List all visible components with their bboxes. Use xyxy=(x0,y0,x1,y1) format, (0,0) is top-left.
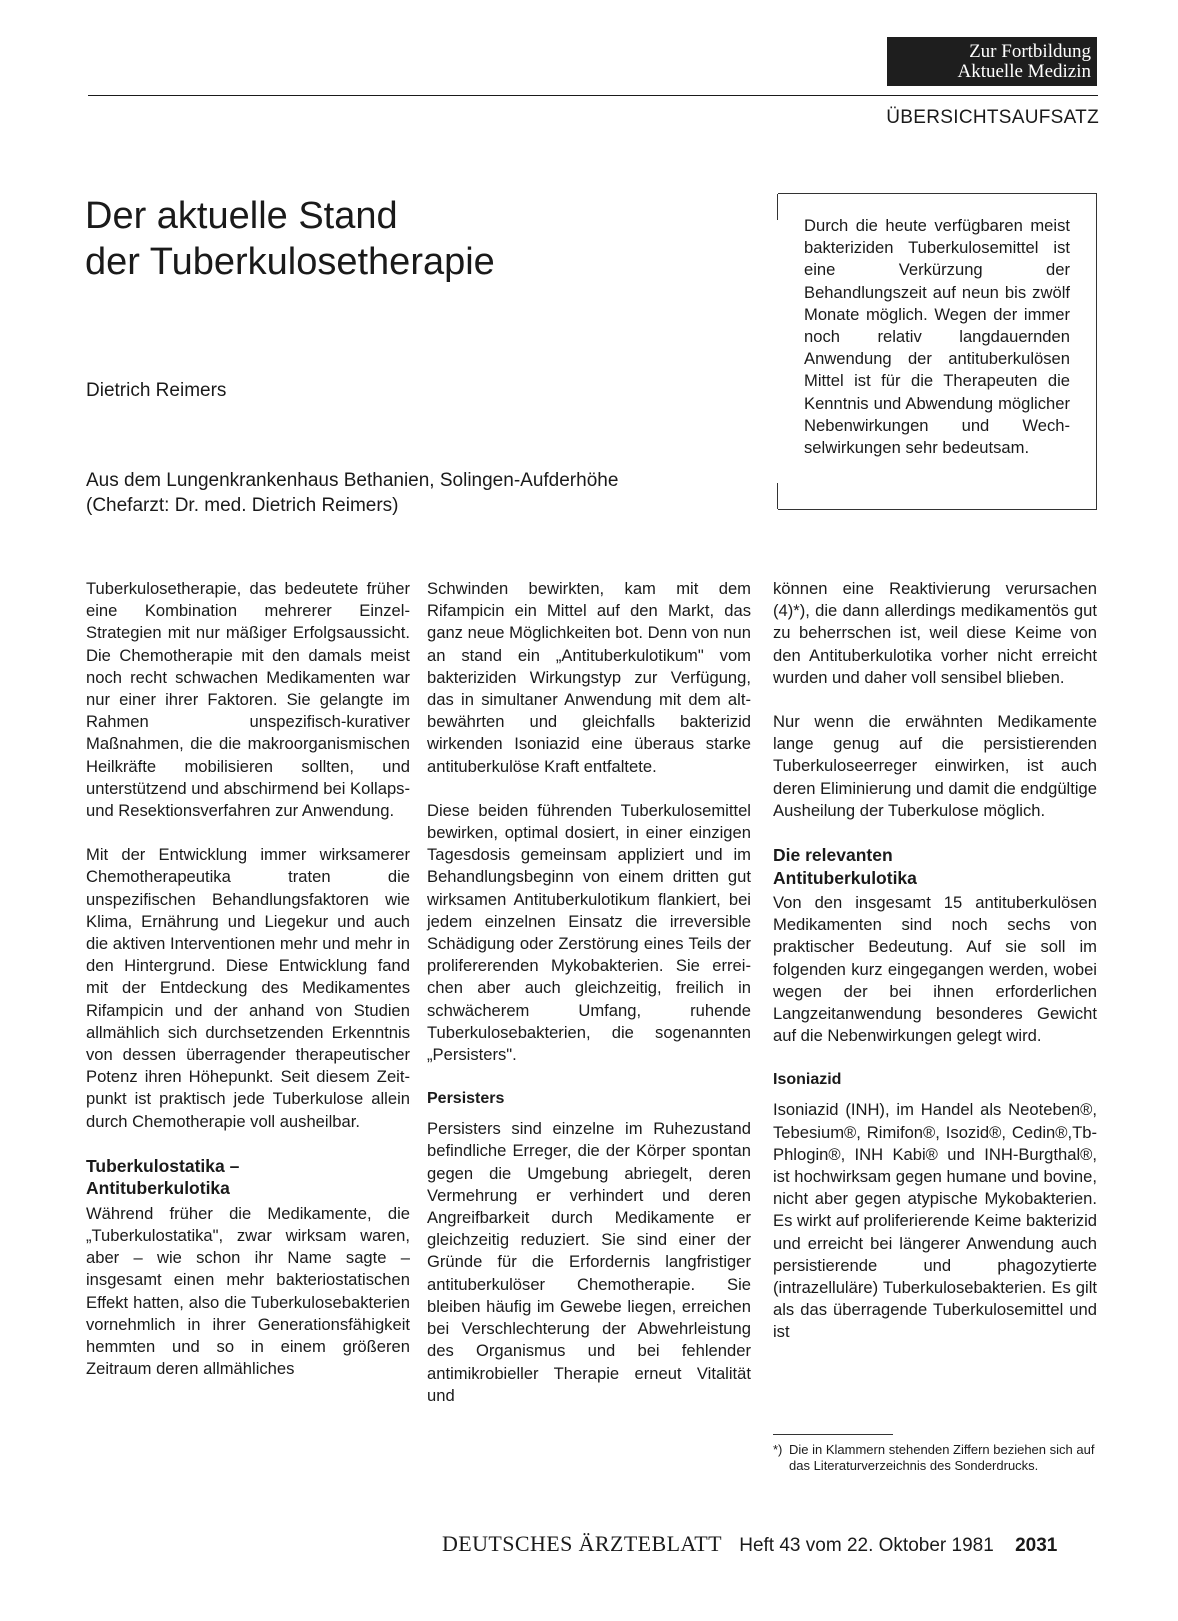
affiliation-line-1: Aus dem Lungenkrankenhaus Bethanien, Solingen-Aufderhöhe xyxy=(86,470,619,491)
paragraph: Persisters sind einzelne im Ruhezustand befindliche Erreger, die der Körper spontan gegen die Umgebung abriegelt, deren Vermehrung er verhindert und deren Angreifbarkeit durch Medikamente er gleichzeitig reduziert. Sie sind einer der Gründe für die Erfordernis langfristiger antituberkulöser Chemotherapie. Sie bleiben häufig im Gewebe liegen, erreichen bei Verschlechterung der Abwehrleistung des Organismus und bei fehlender antimikrobieller Therapie erneut Vitalität und xyxy=(427,1119,751,1405)
footnote xyxy=(773,1442,1103,1474)
badge-line-1: Zur Fortbildung xyxy=(969,41,1091,62)
page-number: 2031 xyxy=(1015,1535,1058,1556)
abstract-text: Durch die heute verfügbaren meist bakteriziden Tuberkulosemittel ist eine Verkürzung der Behandlungszeit auf neun bis zwölf Monate möglich. Wegen der immer noch relativ langdauernden Anwendung der antituberkulösen Mittel ist für die Therapeuten die Kenntnis und Abwendung möglicher Nebenwirkungen und Wechselwirkungen sehr bedeutsam. xyxy=(804,216,1070,458)
page-footer xyxy=(442,1531,1057,1557)
title-line-2: der Tuberkulosetherapie xyxy=(85,241,495,283)
text-column-1 xyxy=(86,578,410,1403)
title-line-1: Der aktuelle Stand xyxy=(85,195,398,237)
paragraph: Isoniazid (INH), im Handel als Neoteben®, Tebesium®, Rimifon®, Isozid®, Cedin®,Tb-Phlogin®, INH Kabi® und INH-Burgthal®, ist hochwirksam gegen humane und bovine, nicht aber gegen atypische Mykobakterien. Es wirkt auf proliferierende Keime bakterizid und erreicht bei längerer Anwendung auch persistierende und phagozytierte (intrazelluläre) Tuberkulosebakterien. Es gilt als das überragende Tuberkulosemittel und ist xyxy=(773,1100,1097,1342)
section-heading xyxy=(773,844,1097,889)
heading-line: Die relevanten xyxy=(773,845,893,866)
section-badge xyxy=(887,37,1097,86)
header-rule xyxy=(88,95,1098,96)
footnote-mark: *) xyxy=(773,1442,783,1457)
issue-info: Heft 43 vom 22. Oktober 1981 xyxy=(739,1535,994,1556)
paragraph: Während früher die Medikamente, die „Tuberkulostatika", zwar wirksam waren, aber – wie schon ihr Name sagte – insgesamt einen mehr bakteriostatischen Effekt hatten, also die Tuberkulosebakterien vornehmlich in ihrer Generationsfähigkeit hemmten und so in einem größeren Zeitraum deren allmähliches xyxy=(86,1203,410,1379)
paragraph: Diese beiden führenden Tuberkulosemittel bewirken, optimal dosiert, in einer einzigen Tagesdosis gemeinsam appliziert und im Behandlungsbeginn von einem dritten gut wirksamen Antituberkulotikum flankiert, bei jedem einzelnen Einsatz die irreversible Schädigung oder Zerstörung eines Teils der prolifererenden Mykobakterien. Sie erreichen aber auch gleichzeitig, freilich in schwächerem Umfang, ruhende Tuberkulosebakterien, die sogenannten „Persisters". xyxy=(427,800,751,1065)
paragraph: Nur wenn die erwähnten Medikamente lange genug auf die persistierenden Tuberkuloseerreger einwirken, ist auch deren Eliminierung und damit die endgültige Ausheilung der Tuberkulose möglich. xyxy=(773,712,1097,820)
heading-line: Antituberkulotika xyxy=(773,867,917,888)
subsection-heading: Persisters xyxy=(427,1090,505,1108)
heading-line: Antituberkulotika xyxy=(86,1178,230,1199)
paragraph: Tuberkulosetherapie, das bedeutete früher eine Kombination mehrerer Einzel-Strategien mit nur mäßiger Erfolgsaussicht. Die Chemotherapie mit den damals meist noch recht schwachen Medikamenten war nur einer ihrer Faktoren. Sie gelangte im Rahmen unspezifisch-kurativer Maßnahmen, die die makroorganismischen Heilkräfte mobilisieren sollten, und unterstützend und abschirmend bei Kollaps- und Resektionsverfahren zur Anwendung. xyxy=(86,579,410,821)
text-column-3 xyxy=(773,578,1097,1366)
badge-line-2: Aktuelle Medizin xyxy=(957,61,1091,82)
journal-name: DEUTSCHES ÄRZTEBLATT xyxy=(442,1531,722,1556)
footnote-text: Die in Klammern stehenden Ziffern beziehen sich auf das Literaturverzeichnis des Sonderdrucks. xyxy=(789,1442,1095,1473)
text-column-2 xyxy=(427,578,751,1429)
footnote-rule xyxy=(773,1434,893,1435)
affiliation xyxy=(86,468,618,518)
paragraph: können eine Reaktivierung verursachen (4)*), die dann allerdings medikamentös gut zu beherrschen ist, weil diese Keime von den Antituberkulotika vorher nicht erreicht wurden und daher voll sensibel blieben. xyxy=(773,579,1097,687)
subsection-heading: Isoniazid xyxy=(773,1071,842,1089)
abstract-box xyxy=(778,193,1097,510)
heading-line: Tuberkulostatika – xyxy=(86,1155,240,1176)
author-name: Dietrich Reimers xyxy=(86,380,227,401)
paragraph: Mit der Entwicklung immer wirksamerer Chemotherapeutika traten die unspezifischen Behandlungsfaktoren wie Klima, Ernährung und Liegekur und auch die aktiven Interventionen mehr und mehr in den Hintergrund. Diese Entwicklung fand mit der Entdeckung des Medikamentes Rifampicin und der anhand von Studien allmählich sich durchsetzenden Erkenntnis von dessen überragender therapeutischer Potenz ihren Höhepunkt. Seit diesem Zeitpunkt ist praktisch jede Tuberkulose allein durch Chemotherapie voll ausheilbar. xyxy=(86,845,410,1131)
article-title xyxy=(85,193,495,285)
paragraph: Von den insgesamt 15 antituberkulösen Medikamenten sind noch sechs von praktischer Bedeutung. Auf sie soll im folgenden kurz eingegangen werden, wobei wegen der bei ihnen erforderlichen Langzeitanwendung besonderes Gewicht auf die Nebenwirkungen gelegt wird. xyxy=(773,893,1097,1046)
section-label: ÜBERSICHTSAUFSATZ xyxy=(886,107,1099,128)
affiliation-line-2: (Chefarzt: Dr. med. Dietrich Reimers) xyxy=(86,495,399,516)
section-heading xyxy=(86,1155,410,1200)
paragraph: Schwinden bewirkten, kam mit dem Rifampicin ein Mittel auf den Markt, das ganz neue Möglichkeiten bot. Denn von nun an stand ein „Antituberkulotikum" vom bakteriziden Wirkungstyp zur Verfügung, das in simultaner Anwendung mit dem altbewährten und gleichfalls bakterizid wirkenden Isoniazid eine überaus starke antituberkulöse Kraft entfaltete. xyxy=(427,579,751,776)
